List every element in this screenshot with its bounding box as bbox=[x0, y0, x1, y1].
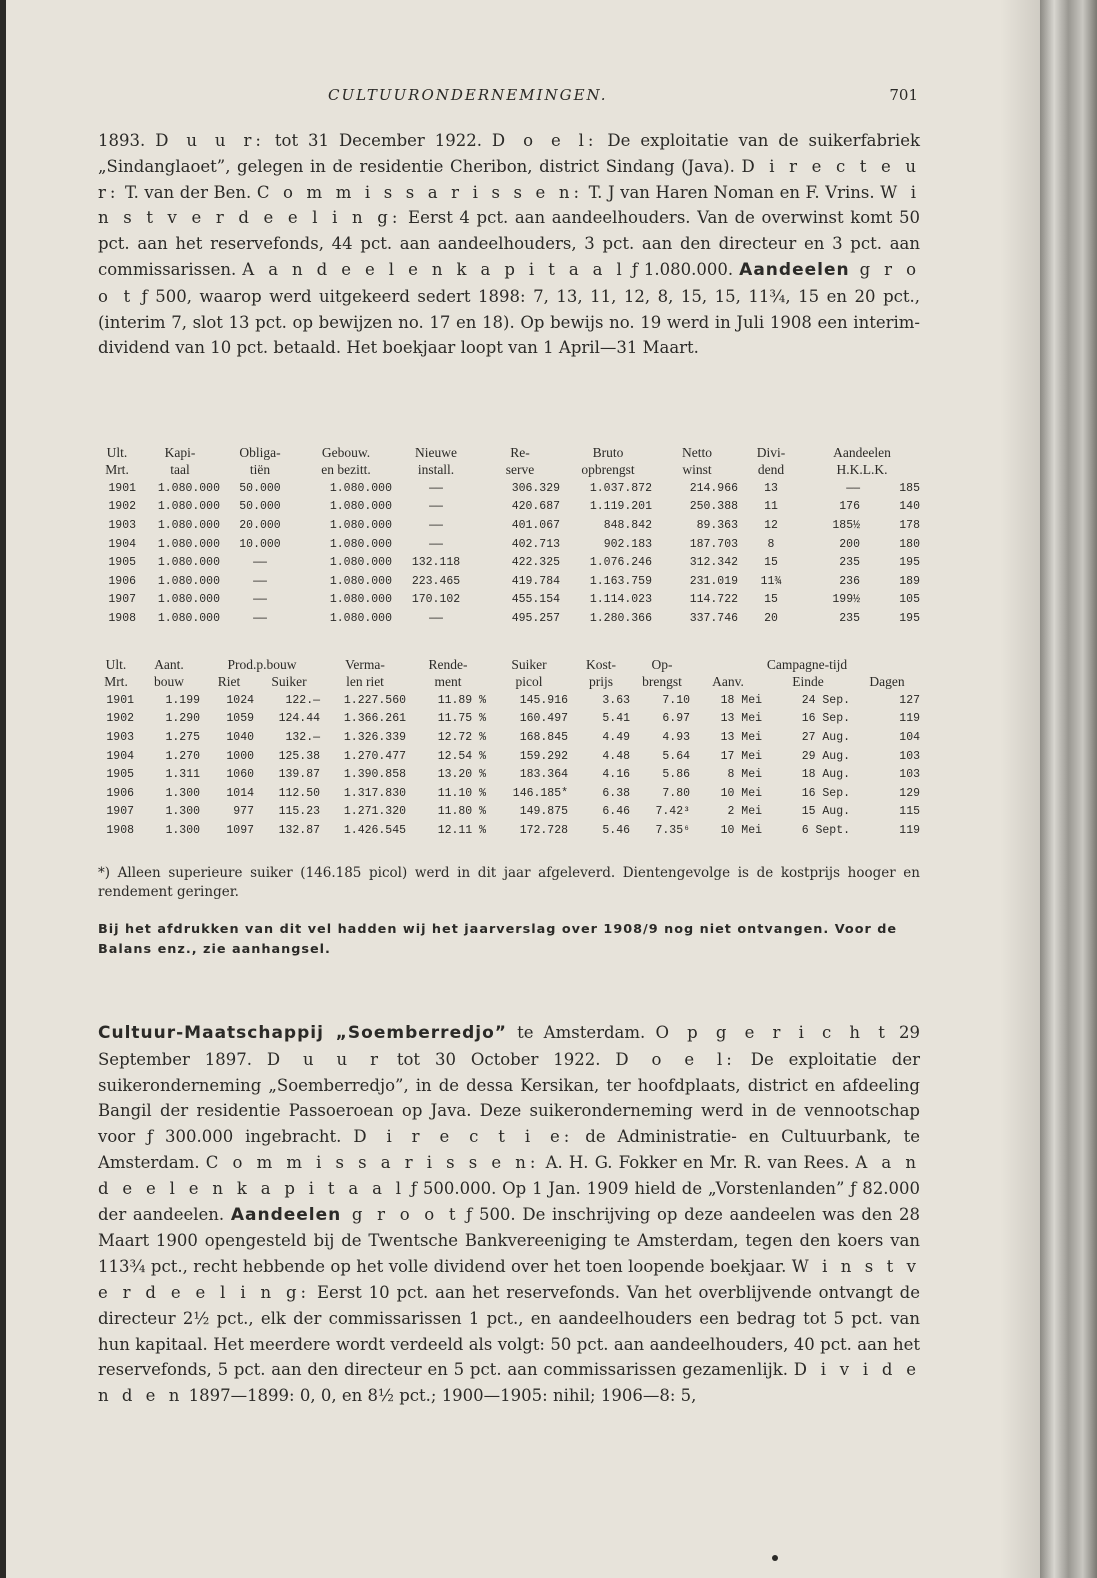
sindanglaoet-paragraph bbox=[98, 128, 920, 361]
table-cell: 306.329 bbox=[511, 481, 560, 495]
table-cell: 1908 bbox=[108, 611, 136, 625]
table-cell: 199½ bbox=[832, 593, 860, 607]
table-row bbox=[96, 691, 922, 710]
table-cell: 89.363 bbox=[696, 518, 738, 532]
table-row bbox=[96, 591, 922, 610]
production-table bbox=[96, 656, 922, 840]
table-cell: 176 bbox=[839, 500, 860, 514]
table-cell: 8 Mei bbox=[727, 768, 763, 782]
table-cell: 10 Mei bbox=[720, 823, 763, 837]
text-run: Eerst 4 pct. aan aandeelhouders. Van de overwinst komt 50 pct. aan het reservefonds, 44 pct. aan aandeelhouders, 3 pct. aan den directeur en 3 pct. aan commissarissen. bbox=[98, 208, 921, 279]
dividenden-label: D i v i d e n d e n bbox=[98, 1360, 921, 1406]
table-row bbox=[96, 516, 922, 535]
groot-label: g r o o t bbox=[98, 259, 921, 306]
table-cell: 10.000 bbox=[239, 537, 281, 551]
table-cell: 112.50 bbox=[278, 786, 321, 800]
table-cell: 420.687 bbox=[511, 500, 560, 514]
table-cell: 29 Aug. bbox=[801, 749, 851, 763]
column-header: Aanv. bbox=[712, 674, 744, 690]
table-cell: 1.080.000 bbox=[329, 500, 392, 514]
table-cell: —— bbox=[429, 518, 443, 532]
table-row bbox=[96, 728, 922, 747]
printing-notice: Bij het afdrukken van dit vel hadden wij het jaarverslag over 1908/9 nog niet ontvangen. Voor de Balans enz., zie aanhangsel. bbox=[98, 922, 898, 957]
column-header: serve bbox=[505, 462, 535, 478]
table-cell: 2 Mei bbox=[727, 805, 763, 819]
text-run: ƒ 500, waarop werd uitgekeerd sedert 1898: 7, 13, 11, 12, 8, 15, 15, 11¾, 15 en 20 pct., (interim 7, slot 13 pct. op bewijzen no. 17 en 18). Op bewijs no. 19 werd in Juli 1908 een interim-dividend van 10 pct. betaald. Het boekjaar loopt van 1 April—31 Maart. bbox=[98, 286, 920, 358]
running-title: CULTUURONDERNEMINGEN. bbox=[328, 86, 608, 104]
column-header: H.K.L.K. bbox=[836, 462, 888, 478]
table-cell: 6.38 bbox=[602, 786, 631, 800]
table-cell: 16 Sep. bbox=[801, 786, 851, 800]
table-cell: 8 bbox=[767, 537, 775, 551]
table-cell: 180 bbox=[899, 537, 920, 551]
column-header: Riet bbox=[217, 674, 241, 690]
table-header-row bbox=[96, 462, 922, 480]
table-cell: —— bbox=[429, 500, 443, 514]
opgericht-label: O p g e r i c h t bbox=[655, 1023, 889, 1042]
table-cell: 455.154 bbox=[511, 593, 560, 607]
table-cell: 1.080.000 bbox=[329, 611, 392, 625]
table-cell: 132.— bbox=[285, 730, 321, 744]
table-cell: 1.080.000 bbox=[329, 537, 392, 551]
table-cell: 18 Aug. bbox=[801, 768, 851, 782]
table-cell: —— bbox=[253, 556, 267, 570]
column-header: Rende- bbox=[428, 656, 468, 672]
table-cell: 4.16 bbox=[602, 768, 631, 782]
table-cell: 11.10 % bbox=[437, 786, 487, 800]
column-header: brengst bbox=[642, 674, 682, 690]
text-run: ƒ 1.080.000. bbox=[625, 259, 740, 279]
table-cell: 5.86 bbox=[662, 768, 691, 782]
text-run: te Amsterdam. bbox=[506, 1023, 656, 1042]
column-header: len riet bbox=[346, 674, 384, 690]
table-cell: 139.87 bbox=[278, 768, 321, 782]
table-row bbox=[96, 479, 922, 498]
table-cell: 12.11 % bbox=[437, 823, 487, 837]
page-left-edge bbox=[0, 0, 6, 1578]
table-cell: 125.38 bbox=[278, 749, 321, 763]
column-header: Aant. bbox=[154, 656, 184, 672]
table-cell: 1097 bbox=[226, 823, 254, 837]
column-header: taal bbox=[170, 462, 190, 478]
table-cell: 1907 bbox=[108, 593, 136, 607]
duur-label: D u u r bbox=[266, 1049, 382, 1069]
table-cell: 235 bbox=[839, 556, 860, 570]
table-cell: 1903 bbox=[108, 518, 136, 532]
table-cell: 7.10 bbox=[662, 693, 691, 707]
table-cell: 115 bbox=[899, 805, 921, 819]
table-cell: 178 bbox=[899, 518, 920, 532]
table-cell: 1.037.872 bbox=[589, 481, 652, 495]
table-cell: 1.080.000 bbox=[157, 593, 220, 607]
table-row bbox=[96, 572, 922, 591]
table-row bbox=[96, 535, 922, 554]
table-cell: 15 bbox=[764, 593, 778, 607]
table-cell: 6.46 bbox=[602, 805, 631, 819]
table-cell: 312.342 bbox=[689, 556, 738, 570]
financial-table bbox=[96, 444, 922, 628]
table-cell: 236 bbox=[839, 574, 860, 588]
table-cell: 1.080.000 bbox=[157, 537, 220, 551]
text-run: T. J van Haren Noman en F. Vrins. bbox=[583, 182, 881, 202]
table-cell: 1000 bbox=[226, 749, 254, 763]
table-cell: —— bbox=[429, 537, 443, 551]
table-cell: 195 bbox=[899, 556, 920, 570]
table-cell: 1024 bbox=[226, 693, 254, 707]
table-cell: 17 Mei bbox=[720, 749, 763, 763]
column-header: opbrengst bbox=[581, 462, 635, 478]
table-cell: 1907 bbox=[106, 805, 134, 819]
column-header: Suiker bbox=[511, 656, 547, 672]
column-header: Ult. bbox=[105, 656, 127, 672]
table-cell: 214.966 bbox=[689, 481, 738, 495]
table-cell: 11.80 % bbox=[437, 805, 487, 819]
table-cell: 119 bbox=[899, 823, 921, 837]
running-header bbox=[98, 86, 918, 108]
column-header: Re- bbox=[510, 444, 530, 460]
table-cell: 6.97 bbox=[662, 712, 691, 726]
table-cell: 337.746 bbox=[689, 611, 738, 625]
table-cell: 10 Mei bbox=[720, 786, 763, 800]
column-header: bouw bbox=[154, 674, 184, 690]
table-cell: 24 Sep. bbox=[801, 693, 851, 707]
table-cell: 495.257 bbox=[511, 611, 560, 625]
table-cell: 1.080.000 bbox=[157, 518, 220, 532]
table-row bbox=[96, 553, 922, 572]
table-cell: 13.20 % bbox=[437, 768, 487, 782]
table-cell: 1.271.320 bbox=[343, 805, 407, 819]
table-cell: 27 Aug. bbox=[801, 730, 851, 744]
table-cell: 235 bbox=[839, 611, 860, 625]
column-header: Mrt. bbox=[104, 674, 128, 690]
table-cell: 129 bbox=[899, 786, 921, 800]
text-run: A. H. G. Fokker en Mr. R. van Rees. bbox=[539, 1152, 856, 1172]
table-header-row bbox=[96, 656, 922, 674]
column-header: prijs bbox=[589, 674, 614, 690]
table-cell: 1.366.261 bbox=[343, 712, 407, 726]
table-cell: 145.916 bbox=[519, 693, 569, 707]
table-cell: 1902 bbox=[106, 712, 134, 726]
table-cell: 5.41 bbox=[602, 712, 631, 726]
directie-label: D i r e c t i e: bbox=[353, 1127, 574, 1147]
column-header: picol bbox=[515, 674, 543, 690]
table-cell: 1.311 bbox=[165, 768, 200, 782]
table-cell: 1.317.830 bbox=[343, 786, 407, 800]
table-cell: 185 bbox=[899, 481, 920, 495]
table-cell: 1.080.000 bbox=[157, 574, 220, 588]
table-row bbox=[96, 765, 922, 784]
column-header: Obliga- bbox=[239, 444, 281, 460]
table-cell: 4.48 bbox=[602, 749, 631, 763]
table-cell: 146.185* bbox=[512, 786, 569, 800]
table-cell: 124.44 bbox=[278, 712, 321, 726]
table-cell: —— bbox=[429, 481, 443, 495]
table-cell: 15 bbox=[764, 556, 778, 570]
text-run: 29 September 1897. bbox=[98, 1023, 921, 1069]
aandeelenkapitaal-label: A a n d e e l e n k a p i t a a l bbox=[98, 1152, 920, 1198]
table-cell: 1904 bbox=[106, 749, 134, 763]
table-cell: 103 bbox=[899, 749, 921, 763]
table-cell: 7.80 bbox=[662, 786, 691, 800]
table-cell: 1.080.000 bbox=[157, 611, 220, 625]
duur-label: D u u r: bbox=[155, 131, 265, 150]
table-cell: 1.080.000 bbox=[157, 500, 220, 514]
aandeelen-heading: Aandeelen bbox=[739, 259, 850, 280]
table-row bbox=[96, 803, 922, 822]
table-cell: 1.080.000 bbox=[157, 481, 220, 495]
column-header: Prod.p.bouw bbox=[227, 656, 297, 672]
table-cell: 195 bbox=[899, 611, 920, 625]
ink-dot bbox=[772, 1555, 778, 1561]
table-cell: 1902 bbox=[108, 500, 136, 514]
table-cell: 12.72 % bbox=[437, 730, 487, 744]
table-cell: 1.076.246 bbox=[589, 556, 652, 570]
table-cell: 13 Mei bbox=[720, 730, 763, 744]
table-cell: 1905 bbox=[106, 768, 134, 782]
table-cell: 187.703 bbox=[689, 537, 738, 551]
table-cell: 50.000 bbox=[239, 481, 281, 495]
table-cell: 250.388 bbox=[689, 500, 738, 514]
table-cell: 11.89 % bbox=[437, 693, 487, 707]
table-cell: —— bbox=[846, 481, 860, 495]
table-cell: 183.364 bbox=[519, 768, 569, 782]
table-cell: —— bbox=[253, 611, 267, 625]
table-cell: 1.080.000 bbox=[329, 518, 392, 532]
table-row bbox=[96, 609, 922, 628]
doel-label: D o e l: bbox=[491, 131, 598, 150]
table-cell: 20.000 bbox=[239, 518, 281, 532]
table-cell: 122.— bbox=[285, 693, 321, 707]
commissarissen-label: C o m m i s s a r i s s e n: bbox=[205, 1152, 540, 1172]
table-cell: 119 bbox=[899, 712, 921, 726]
column-header: Divi- bbox=[756, 444, 786, 460]
table-cell: 5.64 bbox=[662, 749, 691, 763]
table-cell: 1.280.366 bbox=[589, 611, 652, 625]
text-run: 1897—1899: 0, 0, en 8½ pct.; 1900—1905: nihil; 1906—8: 5, bbox=[183, 1386, 697, 1406]
table-cell: 1.119.201 bbox=[589, 500, 652, 514]
column-header: winst bbox=[682, 462, 712, 478]
table-row bbox=[96, 784, 922, 803]
table-cell: 1904 bbox=[108, 537, 136, 551]
table-cell: 977 bbox=[233, 805, 254, 819]
table-cell: —— bbox=[253, 574, 267, 588]
table-cell: 1.326.339 bbox=[343, 730, 407, 744]
table-cell: 1.227.560 bbox=[343, 693, 407, 707]
table-cell: 1908 bbox=[106, 823, 134, 837]
column-header: Gebouw. bbox=[321, 444, 371, 460]
table-cell: 5.46 bbox=[602, 823, 631, 837]
table-cell: 223.465 bbox=[411, 574, 461, 588]
table-cell: 20 bbox=[764, 611, 778, 625]
table-cell: 4.49 bbox=[602, 730, 631, 744]
table-cell: 1903 bbox=[106, 730, 134, 744]
text-run: T. van der Ben. bbox=[119, 182, 257, 202]
winstverdeeling-label: W i n s t v e r d e e l i n g: bbox=[98, 182, 920, 228]
page-number: 701 bbox=[889, 86, 918, 104]
table-header-row bbox=[96, 444, 922, 462]
column-header: Verma- bbox=[345, 656, 385, 672]
column-header: Bruto bbox=[592, 444, 624, 460]
table-cell: 185½ bbox=[832, 518, 860, 532]
table-cell: 15 Aug. bbox=[801, 805, 851, 819]
doel-label: D o e l: bbox=[615, 1049, 736, 1069]
column-header: Ult. bbox=[106, 444, 128, 460]
table-cell: 1040 bbox=[226, 730, 254, 744]
table-cell: 16 Sep. bbox=[801, 712, 851, 726]
column-header: Kost- bbox=[586, 656, 617, 672]
table-cell: 1.290 bbox=[165, 712, 200, 726]
table-header-row bbox=[96, 674, 922, 692]
column-header: install. bbox=[417, 462, 455, 478]
table-footnote: *) Alleen superieure suiker (146.185 picol) werd in dit jaar afgeleverd. Dientengevolge is de kostprijs hooger en rendement geringer. bbox=[98, 865, 920, 900]
column-header: Op- bbox=[651, 656, 673, 672]
table-cell: 103 bbox=[899, 768, 921, 782]
table-row bbox=[96, 710, 922, 729]
table-cell: 149.875 bbox=[519, 805, 569, 819]
table-cell: 7.42³ bbox=[655, 805, 691, 819]
column-header: Dagen bbox=[869, 674, 905, 690]
table-cell: 1.275 bbox=[165, 730, 200, 744]
table-cell: 1.199 bbox=[165, 693, 200, 707]
table-cell: 1901 bbox=[106, 693, 134, 707]
column-header: dend bbox=[757, 462, 785, 478]
table-cell: 18 Mei bbox=[720, 693, 763, 707]
table-cell: 1.114.023 bbox=[589, 593, 652, 607]
table-cell: 105 bbox=[899, 593, 920, 607]
table-cell: 159.292 bbox=[519, 749, 569, 763]
column-header: Suiker bbox=[271, 674, 307, 690]
column-header: en bezitt. bbox=[321, 462, 371, 478]
table-cell: 1059 bbox=[226, 712, 254, 726]
table-cell: 132.87 bbox=[278, 823, 321, 837]
table-cell: 402.713 bbox=[511, 537, 560, 551]
table-cell: 422.325 bbox=[511, 556, 560, 570]
table-cell: 7.35⁶ bbox=[655, 823, 691, 837]
table-cell: 160.497 bbox=[519, 712, 569, 726]
table-cell: 189 bbox=[899, 574, 920, 588]
table-cell: 132.118 bbox=[411, 556, 461, 570]
table-cell: 6 Sept. bbox=[801, 823, 851, 837]
column-header: ment bbox=[434, 674, 462, 690]
text-run: 1893. bbox=[98, 131, 146, 150]
directeur-label: D i r e c t e u r: bbox=[98, 156, 921, 202]
table-cell: —— bbox=[253, 593, 267, 607]
table-cell: 13 Mei bbox=[720, 712, 763, 726]
table-cell: 1906 bbox=[108, 574, 136, 588]
table-cell: 127 bbox=[899, 693, 921, 707]
table-row bbox=[96, 498, 922, 517]
table-cell: 401.067 bbox=[511, 518, 560, 532]
table-row bbox=[96, 821, 922, 840]
table-cell: 231.019 bbox=[689, 574, 738, 588]
table-cell: 11.75 % bbox=[437, 712, 487, 726]
groot-label: g r o o t bbox=[341, 1204, 460, 1224]
table-cell: 1.270.477 bbox=[343, 749, 407, 763]
table-cell: 1.080.000 bbox=[329, 574, 392, 588]
table-cell: 12 bbox=[764, 518, 778, 532]
table-cell: 1.300 bbox=[165, 823, 200, 837]
table-cell: 104 bbox=[899, 730, 921, 744]
text-run: tot 31 December 1922. bbox=[264, 131, 492, 150]
column-header: Campagne-tijd bbox=[766, 656, 848, 672]
commissarissen-label: C o m m i s s a r i s s e n: bbox=[256, 182, 584, 202]
winstverdeeling-label: W i n s t v e r d e e l i n g: bbox=[98, 1257, 920, 1302]
table-cell: 902.183 bbox=[603, 537, 652, 551]
table-cell: 1.390.858 bbox=[343, 768, 407, 782]
text-run: De exploitatie der suikeronderneming „Soemberredjo”, in de dessa Kersikan, ter hoofdplaats, district en afdeeling Bangil der residentie Passoeroean op Java. Deze suikeronderneming werd in de vennootschap voor ƒ 300.000 ingebracht. bbox=[98, 1049, 921, 1147]
text-run: ƒ 500. De inschrijving op deze aandeelen was den 28 Maart 1900 opengesteld bij de Twentsche Bankvereeniging te Amsterdam, tegen den koers van 113¾ pct., recht hebbende op het volle dividend over het toen loopende boekjaar. bbox=[98, 1204, 920, 1277]
column-header: Nieuwe bbox=[415, 444, 457, 460]
text-run: Eerst 10 pct. aan het reservefonds. Van het overblijvende ontvangt de directeur 2½ pct., elk der commissarissen 1 pct., en aandeelhouders een bedrag tot 5 pct. van hun kapitaal. Het meerdere wordt verdeeld als volgt: 50 pct. aan aandeelhouders, 40 pct. aan het reservefonds, 5 pct. aan den directeur en 5 pct. aan commissarissen gezamenlijk. bbox=[98, 1282, 920, 1380]
table-cell: 1.080.000 bbox=[157, 556, 220, 570]
table-cell: 1906 bbox=[106, 786, 134, 800]
text-run: De exploitatie van de suikerfabriek „Sindanglaoet”, gelegen in de residentie Cheribon, district Sindang (Java). bbox=[98, 131, 921, 176]
table-cell: 1.080.000 bbox=[329, 556, 392, 570]
table-cell: 1.300 bbox=[165, 805, 200, 819]
column-header: Kapi- bbox=[164, 444, 196, 460]
table-cell: 1014 bbox=[226, 786, 254, 800]
table-cell: 1.270 bbox=[165, 749, 200, 763]
book-binding bbox=[1040, 0, 1097, 1578]
text-run: tot 30 October 1922. bbox=[381, 1049, 616, 1069]
table-cell: 115.23 bbox=[278, 805, 321, 819]
table-cell: 4.93 bbox=[662, 730, 691, 744]
table-cell: 200 bbox=[839, 537, 860, 551]
table-cell: 419.784 bbox=[511, 574, 560, 588]
text-run: de Administratie- en Cultuurbank, te Amsterdam. bbox=[98, 1127, 920, 1172]
column-header: Aandeelen bbox=[833, 444, 891, 460]
table-cell: 1901 bbox=[108, 481, 136, 495]
table-cell: 170.102 bbox=[411, 593, 461, 607]
text-run: ƒ 500.000. Op 1 Jan. 1909 hield de „Vorstenlanden” ƒ 82.000 der aandeelen. bbox=[98, 1178, 920, 1224]
table-cell: 11 bbox=[764, 500, 778, 514]
table-cell: 1060 bbox=[226, 768, 254, 782]
table-cell: 168.845 bbox=[519, 730, 569, 744]
table-cell: 1.163.759 bbox=[589, 574, 652, 588]
column-header: Einde bbox=[792, 674, 824, 690]
column-header: tiën bbox=[249, 462, 271, 478]
table-cell: 1.426.545 bbox=[343, 823, 407, 837]
table-cell: 13 bbox=[764, 481, 778, 495]
table-cell: 1.300 bbox=[165, 786, 200, 800]
table-cell: 848.842 bbox=[603, 518, 652, 532]
table-cell: 11¾ bbox=[760, 574, 782, 588]
table-cell: 12.54 % bbox=[437, 749, 487, 763]
table-cell: 50.000 bbox=[239, 500, 281, 514]
aandeelen-heading: Aandeelen bbox=[230, 1204, 342, 1225]
table-cell: 114.722 bbox=[689, 593, 738, 607]
column-header: Mrt. bbox=[105, 462, 129, 478]
table-cell: —— bbox=[429, 611, 443, 625]
column-header: Netto bbox=[682, 444, 712, 460]
table-cell: 1.080.000 bbox=[329, 481, 392, 495]
table-cell: 140 bbox=[899, 500, 920, 514]
table-row bbox=[96, 747, 922, 766]
table-cell: 1905 bbox=[108, 556, 136, 570]
company-name: Cultuur-Maatschappij „Soemberredjo” bbox=[98, 1023, 507, 1043]
table-cell: 172.728 bbox=[519, 823, 569, 837]
table-cell: 1.080.000 bbox=[329, 593, 392, 607]
table-cell: 3.63 bbox=[602, 693, 631, 707]
soemberredjo-paragraph bbox=[98, 1020, 920, 1409]
aandeelenkapitaal-label: A a n d e e l e n k a p i t a a l bbox=[242, 259, 626, 279]
